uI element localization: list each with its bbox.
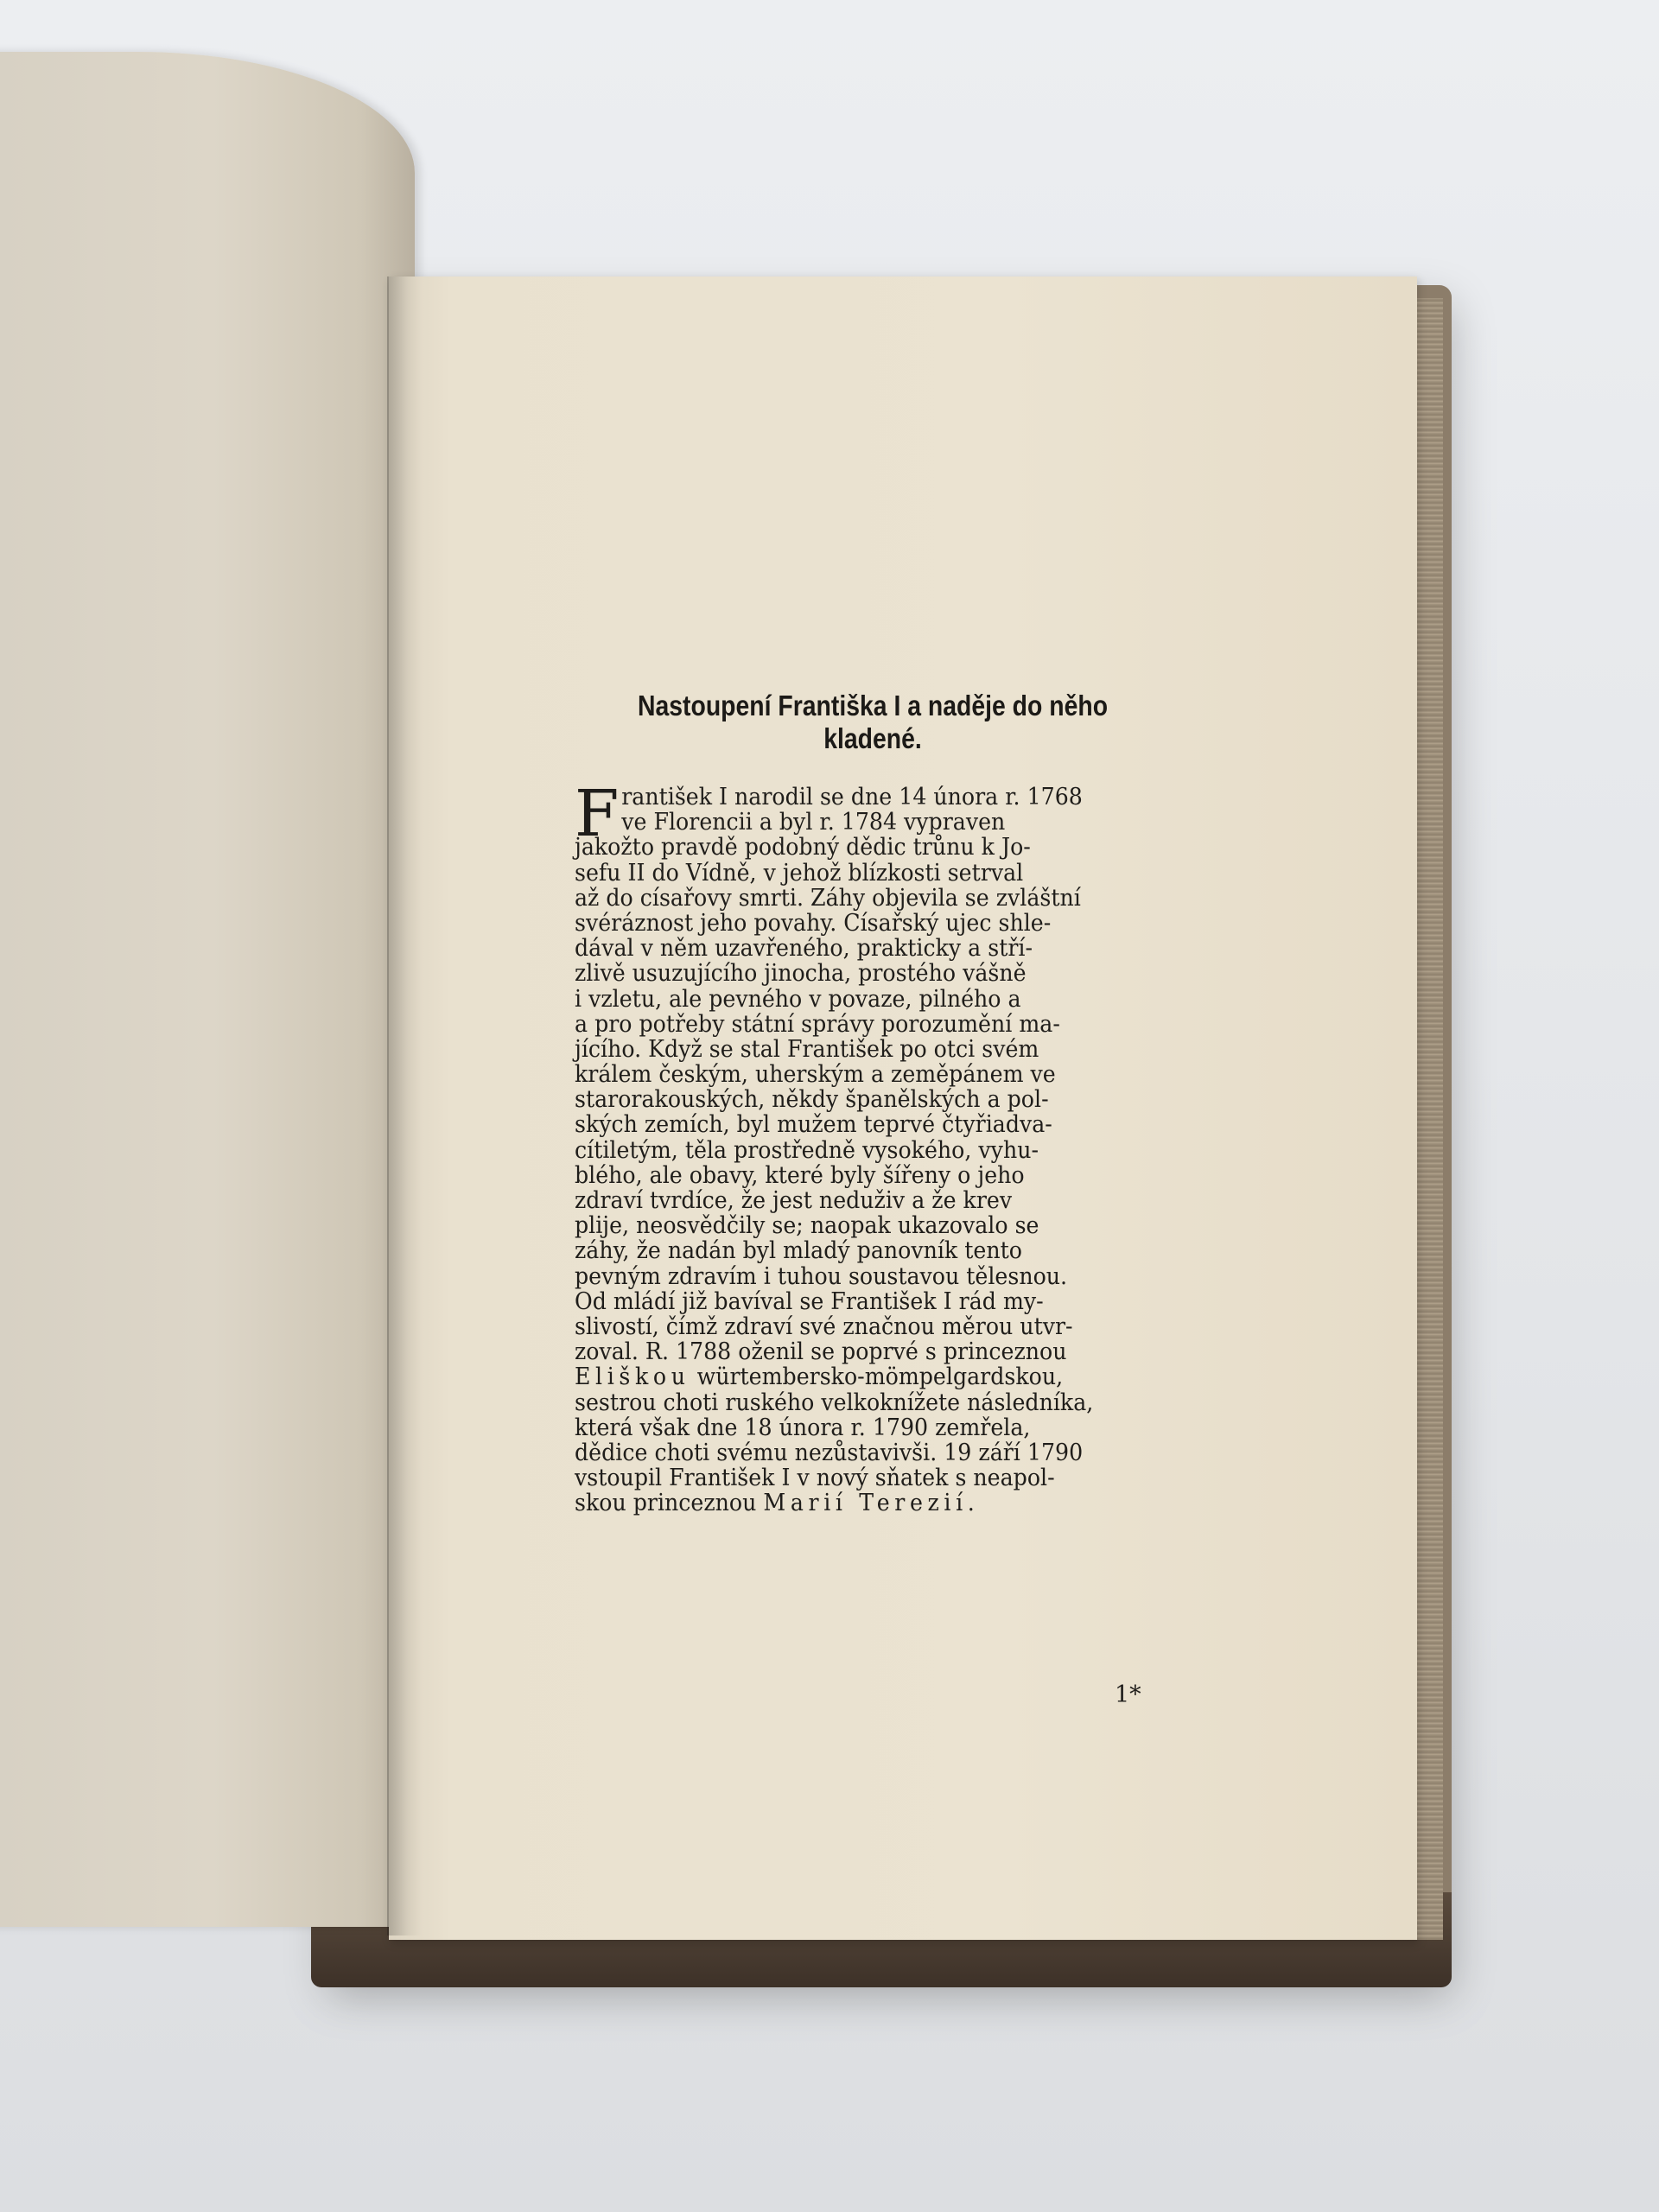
text-line: která však dne 18 února r. 1790 zemřela,	[575, 1414, 1031, 1441]
text-line: a pro potřeby státní správy porozumění ma-	[575, 1010, 1060, 1038]
text-line: svéráznost jeho povahy. Císařský ujec shle-	[575, 909, 1052, 937]
text-line: Od mládí již bavíval se František I rád my-	[575, 1287, 1044, 1315]
text-line: záhy, že nadán byl mladý panovník tento	[575, 1237, 1022, 1265]
text-line: zoval. R. 1788 oženil se poprvé s princeznou	[575, 1338, 1067, 1366]
text-line: jakožto pravdě podobný dědic trůnu k Jo-	[575, 834, 1031, 861]
text-line: zdraví tvrdíce, že jest neduživ a že krev	[575, 1187, 1013, 1214]
text-line: dával v něm uzavřeného, prakticky a stří-	[575, 935, 1033, 963]
text-fragment: skou princeznou	[575, 1490, 764, 1517]
chapter-heading	[620, 690, 1126, 755]
text-line: ských zemích, byl mužem teprvé čtyřiadva-	[575, 1111, 1052, 1139]
text-fragment: würtembersko-mömpelgardskou,	[690, 1363, 1064, 1391]
chapter-heading-line-2: kladené.	[823, 722, 922, 754]
left-page	[0, 52, 415, 1927]
body-paragraph	[575, 777, 1198, 1517]
text-line: králem českým, uherským a zeměpánem ve	[575, 1061, 1056, 1089]
text-line: rantišek I narodil se dne 14 února r. 1768	[621, 784, 1083, 810]
spaced-name: Eliškou	[575, 1363, 690, 1391]
text-line: slivostí, čímž zdraví své značnou měrou utvr-	[575, 1313, 1073, 1340]
text-line: starorakouských, někdy španělských a pol-	[575, 1086, 1049, 1114]
text-line: blého, ale obavy, které byly šířeny o jeho	[575, 1161, 1025, 1189]
text-line: sestrou choti ruského velkoknížete následníka,	[575, 1389, 1094, 1416]
text-line: dědice choti svému nezůstavivši. 19 září 1790	[575, 1439, 1084, 1466]
text-line: vstoupil František I v nový sňatek s neapol-	[575, 1465, 1055, 1492]
text-line: až do císařovy smrti. Záhy objevila se zvláštní	[575, 884, 1081, 912]
text-line	[575, 1491, 1158, 1516]
chapter-heading-line-1: Nastoupení Františka I a naděje do něho	[637, 690, 1109, 721]
text-line: jícího. Když se stal František po otci svém	[575, 1035, 1039, 1063]
text-line: pevným zdravím i tuhou soustavou tělesnou.	[575, 1262, 1068, 1290]
text-line: plije, neosvědčily se; naopak ukazovalo se	[575, 1212, 1039, 1240]
page-block-edge	[1417, 298, 1443, 1940]
text-line: zlivě usuzujícího jinocha, prostého vášně	[575, 960, 1027, 988]
text-line: ve Florencii a byl r. 1784 vypraven	[621, 809, 1006, 836]
text-line: sefu II do Vídně, v jehož blízkosti setrval	[575, 859, 1024, 887]
spaced-name: Marií Terezií.	[763, 1490, 980, 1517]
book-gutter	[387, 276, 422, 1936]
text-line: cítiletým, těla prostředně vysokého, vyhu-	[575, 1136, 1039, 1164]
drop-cap: F	[575, 777, 620, 851]
page-number: 1*	[1115, 1681, 1141, 1708]
text-line	[575, 1364, 1158, 1389]
text-line: i vzletu, ale pevného v povaze, pilného a	[575, 985, 1021, 1013]
